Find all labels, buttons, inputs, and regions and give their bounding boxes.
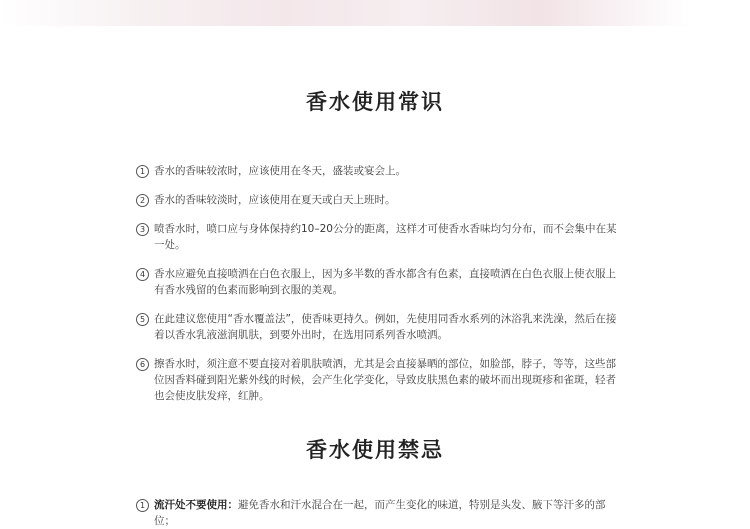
circled-number-1: 1 <box>136 499 149 512</box>
circled-number-4: 4 <box>136 268 149 281</box>
usage-tip-3-text: 喷香水时，喷口应与身体保持约10–20公分的距离，这样才可使香水香味均匀分布，而不会集中在某一处。 <box>154 223 617 251</box>
usage-tip-4-text: 香水应避免直接喷洒在白色衣服上，因为多半数的香水都含有色素，直接喷洒在白色衣服上使衣服上有香水残留的色素而影响到衣服的美观。 <box>154 268 616 296</box>
usage-tip-6-text: 擦香水时，须注意不要直接对着肌肤喷洒，尤其是会直接暴晒的部位，如脸部，脖子，等等，这些部位因香料碰到阳光紫外线的时候，会产生化学变化，导致皮肤黑色素的破坏而出现斑疹和雀斑，轻者也会使皮肤发痒，红肿。 <box>154 358 616 402</box>
taboo-tip-1-body: 避免香水和汗水混合在一起，而产生变化的味道，特别是头发、腋下等汗多的部位； <box>154 499 606 527</box>
usage-tips-list <box>136 163 622 404</box>
usage-tip-5 <box>136 311 622 343</box>
usage-tip-3 <box>136 221 622 253</box>
usage-tip-1 <box>136 163 622 179</box>
usage-tip-6 <box>136 356 622 404</box>
taboo-tip-1-heading: 流汗处不要使用： <box>154 499 238 511</box>
circled-number-3: 3 <box>136 223 149 236</box>
circled-number-2: 2 <box>136 194 149 207</box>
usage-tip-4 <box>136 266 622 298</box>
usage-section-title: 香水使用常识 <box>306 89 444 114</box>
taboo-section-title: 香水使用禁忌 <box>306 437 444 462</box>
usage-tip-5-text: 在此建议您使用“香水覆盖法”，使香味更持久。例如，先使用同香水系列的沐浴乳来洗澡，然后在接着以香水乳液滋润肌肤，到要外出时，在选用同系列香水喷洒。 <box>154 313 617 341</box>
usage-tip-2 <box>136 192 622 208</box>
top-banner-image <box>0 0 750 26</box>
taboo-tips-list <box>136 497 622 529</box>
taboo-tip-1-text <box>154 497 622 529</box>
circled-number-6: 6 <box>136 358 149 371</box>
usage-tip-2-text: 香水的香味较淡时，应该使用在夏天或白天上班时。 <box>154 194 396 206</box>
taboo-tip-1 <box>136 497 622 529</box>
usage-tip-1-text: 香水的香味较浓时，应该使用在冬天，盛装或宴会上。 <box>154 165 406 177</box>
circled-number-5: 5 <box>136 313 149 326</box>
circled-number-1: 1 <box>136 165 149 178</box>
